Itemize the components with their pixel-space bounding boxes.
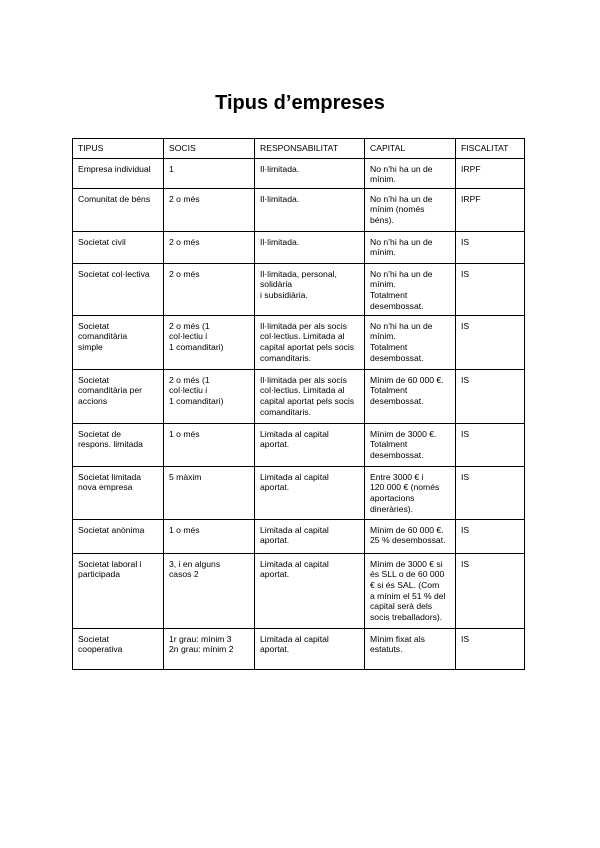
capital-cell: Mínim de 60 000 €. Totalment desembossat.	[365, 369, 456, 423]
socis-cell: 3, i en alguns casos 2	[164, 553, 255, 628]
company-types-table	[72, 138, 525, 670]
socis-cell: 2 o més (1 col·lectiu i 1 comanditari)	[164, 369, 255, 423]
table-row	[73, 263, 525, 315]
fiscalitat-cell: IRPF	[456, 188, 525, 231]
tipus-cell: Empresa individual	[73, 158, 164, 188]
capital-cell: Mínim de 3000 €. Totalment desembossat.	[365, 423, 456, 466]
table-row	[73, 553, 525, 628]
tipus-cell: Societat civil	[73, 231, 164, 263]
responsabilitat-cell: Il·limitada.	[255, 158, 365, 188]
socis-cell: 2 o més	[164, 263, 255, 315]
tipus-cell: Societat limitada nova empresa	[73, 466, 164, 519]
tipus-cell: Societat anònima	[73, 519, 164, 553]
tipus-cell: Comunitat de béns	[73, 188, 164, 231]
responsabilitat-cell: Il·limitada, personal, solidària i subsidiària.	[255, 263, 365, 315]
capital-cell: No n’hi ha un de mínim (només béns).	[365, 188, 456, 231]
socis-cell: 5 màxim	[164, 466, 255, 519]
fiscalitat-cell: IS	[456, 231, 525, 263]
responsabilitat-cell: Limitada al capital aportat.	[255, 423, 365, 466]
capital-cell: No n’hi ha un de mínim.	[365, 158, 456, 188]
header-capital: CAPITAL	[365, 139, 456, 159]
fiscalitat-cell: IRPF	[456, 158, 525, 188]
header-fiscalitat: FISCALITAT	[456, 139, 525, 159]
header-socis: SOCIS	[164, 139, 255, 159]
tipus-cell: Societat col·lectiva	[73, 263, 164, 315]
tipus-cell: Societat comanditària simple	[73, 315, 164, 369]
fiscalitat-cell: IS	[456, 263, 525, 315]
responsabilitat-cell: Il·limitada.	[255, 231, 365, 263]
responsabilitat-cell: Il·limitada per als socis col·lectius. Limitada al capital aportat pels socis comanditaris.	[255, 315, 365, 369]
fiscalitat-cell: IS	[456, 369, 525, 423]
responsabilitat-cell: Il·limitada.	[255, 188, 365, 231]
table-row	[73, 519, 525, 553]
fiscalitat-cell: IS	[456, 519, 525, 553]
page-title: Tipus d’empreses	[215, 92, 385, 114]
tipus-cell: Societat laboral i participada	[73, 553, 164, 628]
capital-cell: Mínim de 60 000 €. 25 % desembossat.	[365, 519, 456, 553]
fiscalitat-cell: IS	[456, 553, 525, 628]
fiscalitat-cell: IS	[456, 466, 525, 519]
tipus-cell: Societat de respons. limitada	[73, 423, 164, 466]
capital-cell: Mínim de 3000 € si és SLL o de 60 000 € si és SAL. (Com a mínim el 51 % del capital serà dels socis treballadors).	[365, 553, 456, 628]
fiscalitat-cell: IS	[456, 315, 525, 369]
header-responsabilitat: RESPONSABILITAT	[255, 139, 365, 159]
responsabilitat-cell: Limitada al capital aportat.	[255, 466, 365, 519]
tipus-cell: Societat cooperativa	[73, 628, 164, 669]
socis-cell: 2 o més	[164, 188, 255, 231]
socis-cell: 2 o més	[164, 231, 255, 263]
responsabilitat-cell: Limitada al capital aportat.	[255, 553, 365, 628]
table-body	[73, 158, 525, 669]
table-row	[73, 188, 525, 231]
responsabilitat-cell: Limitada al capital aportat.	[255, 628, 365, 669]
header-tipus: TIPUS	[73, 139, 164, 159]
capital-cell: No n’hi ha un de mínim.	[365, 231, 456, 263]
capital-cell: No n’hi ha un de mínim. Totalment desembossat.	[365, 263, 456, 315]
capital-cell: No n’hi ha un de mínim. Totalment desembossat.	[365, 315, 456, 369]
socis-cell: 1 o més	[164, 423, 255, 466]
table-row	[73, 231, 525, 263]
socis-cell: 2 o més (1 col·lectiu i 1 comanditari)	[164, 315, 255, 369]
table-row	[73, 466, 525, 519]
tipus-cell: Societat comanditària per accions	[73, 369, 164, 423]
table-row	[73, 423, 525, 466]
capital-cell: Mínim fixat als estatuts.	[365, 628, 456, 669]
fiscalitat-cell: IS	[456, 628, 525, 669]
fiscalitat-cell: IS	[456, 423, 525, 466]
responsabilitat-cell: Limitada al capital aportat.	[255, 519, 365, 553]
socis-cell: 1r grau: mínim 3 2n grau: mínim 2	[164, 628, 255, 669]
table-header-row	[73, 139, 525, 159]
table-row	[73, 158, 525, 188]
table-row	[73, 315, 525, 369]
capital-cell: Entre 3000 € i 120 000 € (només aportacions dineràries).	[365, 466, 456, 519]
responsabilitat-cell: Il·limitada per als socis col·lectius. Limitada al capital aportat pels socis comanditaris.	[255, 369, 365, 423]
table-row	[73, 628, 525, 669]
socis-cell: 1 o més	[164, 519, 255, 553]
socis-cell: 1	[164, 158, 255, 188]
table-row	[73, 369, 525, 423]
